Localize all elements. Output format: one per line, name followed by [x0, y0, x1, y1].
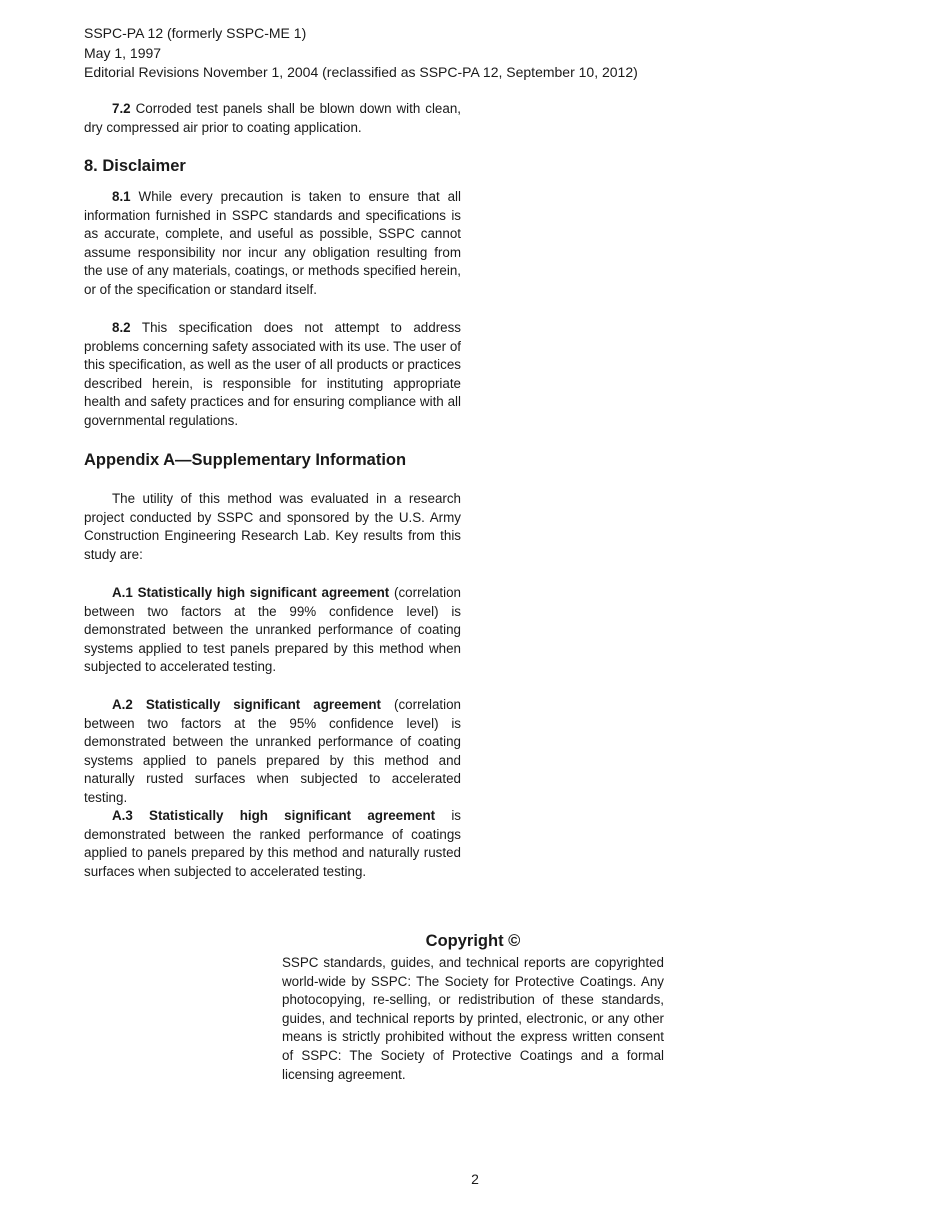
paragraph-text: is demonstrated between the ranked performance of coatings applied to panels prepared by this method and naturally rusted surfaces when subjected to accelerated testing.	[84, 808, 461, 879]
appendix-intro-text: The utility of this method was evaluated in a research project conducted by SSPC and sponsored by the U.S. Army Construction Engineering Research Lab. Key results from this study are:	[84, 491, 461, 562]
appendix-a-1	[84, 584, 461, 677]
appendix-a-heading: Appendix A—Supplementary Information	[84, 451, 407, 469]
paragraph-a-3	[84, 807, 461, 881]
appendix-intro	[84, 490, 461, 564]
page-number: 2	[471, 1171, 479, 1187]
section-8-1	[84, 188, 461, 300]
section-7-2	[84, 100, 461, 137]
paragraph-text: Corroded test panels shall be blown down with clean, dry compressed air prior to coating application.	[84, 101, 461, 135]
paragraph-text: This specification does not attempt to address problems concerning safety associated with its use. The user of this specification, as well as the user of all products or practices described herein, is responsible for instituting appropriate health and safety practices and for ensuring compliance with all governmental regulations.	[84, 320, 461, 428]
header-standard-id: SSPC-PA 12 (formerly SSPC-ME 1)	[84, 25, 307, 41]
copyright-body: SSPC standards, guides, and technical reports are copyrighted world-wide by SSPC: The Society for Protective Coatings. Any photocopying, re-selling, or redistribution of these standards, guides, and technical reports by printed, electronic, or any other means is strictly prohibited without the express written consent of SSPC: The Society of Protective Coatings and a formal licensing agreement.	[282, 955, 664, 1082]
section-8-heading: 8. Disclaimer	[84, 157, 186, 175]
paragraph-text: While every precaution is taken to ensure that all information furnished in SSPC standards and specifications is as accurate, complete, and useful as possible, SSPC cannot assume responsibility nor incur any obligation resulting from the use of any materials, coatings, or methods specified herein, or of the specification or standard itself.	[84, 189, 461, 297]
header-date: May 1, 1997	[84, 44, 162, 61]
paragraph-number: 7.2	[112, 101, 131, 116]
copyright-title: Copyright ©	[425, 932, 521, 950]
paragraph-number: 8.1	[112, 189, 131, 204]
appendix-a-2	[84, 696, 461, 808]
paragraph-8-2	[84, 319, 461, 431]
paragraph-a-2	[84, 696, 461, 808]
paragraph-text: (correlation between two factors at the 95% confidence level) is demonstrated between the unranked performance of coating systems applied to panels prepared by this method and naturally rusted surfaces when subjected to accelerated testing.	[84, 697, 461, 805]
header-revision: Editorial Revisions November 1, 2004 (reclassified as SSPC-PA 12, September 10, 2012)	[84, 64, 638, 80]
paragraph-text: (correlation between two factors at the 99% confidence level) is demonstrated between the unranked performance of coating systems applied to test panels prepared by this method when subjected to accelerated testing.	[84, 585, 462, 675]
appendix-a-3	[84, 807, 461, 881]
paragraph-lead: A.2 Statistically significant agreement	[112, 697, 381, 712]
paragraph-a-1	[84, 584, 461, 677]
paragraph-number: 8.2	[112, 320, 131, 335]
document-header	[84, 24, 638, 83]
section-8-2	[84, 319, 461, 431]
paragraph-8-1	[84, 188, 461, 300]
paragraph-lead: A.3 Statistically high significant agreement	[112, 808, 436, 823]
paragraph-7-2	[84, 100, 461, 137]
paragraph-lead: A.1 Statistically high significant agreement	[112, 585, 390, 600]
